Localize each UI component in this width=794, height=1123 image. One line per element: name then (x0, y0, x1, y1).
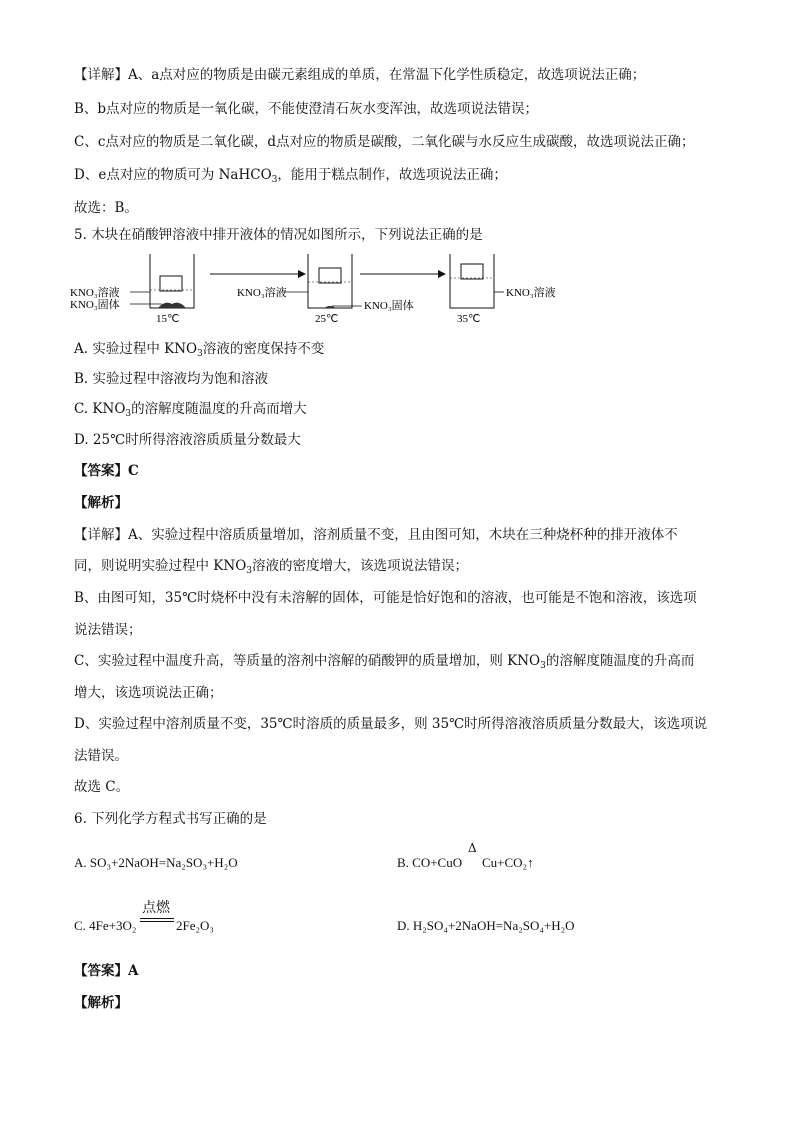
q5-choose: 故选 C。 (74, 779, 130, 795)
beaker-35c (450, 254, 494, 308)
q4-detail-a: 【详解】A、a点对应的物质是由碳元素组成的单质，在常温下化学性质稳定，故选项说法正确； (74, 67, 646, 83)
q6-stem: 6. 下列化学方程式书写正确的是 (74, 811, 267, 827)
label-solid-left: KNO₃固体 (70, 299, 120, 311)
q5-option-a: A. 实验过程中 $KNO_3$溶液的密度保持不变 (74, 341, 325, 359)
q6-option-b: B. CO+CuO (397, 855, 463, 870)
label-solution-mid: KNO₃溶液 (237, 287, 287, 299)
q4-detail-c: C、c点对应的物质是二氧化碳，d点对应的物质是碳酸，二氧化碳与水反应生成碳酸，故选项说法正确； (74, 134, 695, 150)
q4-detail-d: D、e点对应的物质可为 NaHCO$_3$，能用于糕点制作，故选项说法正确； (74, 167, 507, 185)
q5-detail-d1: D、实验过程中溶剂质量不变，35℃时溶质的质量最多，则 35℃时所得溶液溶质质量分数最大，该选项说 (74, 716, 708, 732)
q6-option-c: C. 4Fe+3O₂ (74, 918, 137, 933)
q5-option-c: C. $KNO_3$的溶解度随温度的升高而增大 (74, 401, 307, 419)
beaker-25c (308, 254, 352, 308)
q6-option-b-condition: Δ (468, 841, 477, 855)
q5-analysis-head: 【解析】 (74, 495, 128, 511)
q4-detail-b: B、b点对应的物质是一氧化碳，不能使澄清石灰水变浑浊，故选项说法错误； (74, 101, 539, 117)
q6-option-d: D. H₂SO₄+2NaOH=Na₂SO₄+H₂O (397, 918, 575, 933)
temp-15c: 15℃ (156, 313, 180, 325)
temp-25c: 25℃ (315, 313, 339, 325)
q6-option-c-condition: 点燃 (142, 900, 170, 916)
q6-option-b-products: Cu+CO₂↑ (482, 855, 534, 870)
q5-detail-b2: 说法错误； (74, 622, 142, 638)
q5-answer: 【答案】C (74, 463, 139, 479)
label-solid-mid: KNO₃固体 (364, 300, 414, 312)
temp-35c: 35℃ (457, 313, 481, 325)
q5-beaker-figure (70, 246, 590, 328)
q5-detail-a1: 【详解】A、实验过程中溶质质量增加，溶剂质量不变，且由图可知，木块在三种烧杯种的排开液体不 (74, 527, 678, 543)
q6-option-a: A. SO₃+2NaOH=Na₂SO₃+H₂O (74, 855, 238, 870)
label-solution-right: KNO₃溶液 (506, 287, 556, 299)
beaker-15c (150, 254, 194, 308)
q5-detail-c2: 增大，该选项说法正确； (74, 685, 223, 701)
q5-detail-d2: 法错误。 (74, 748, 128, 764)
label-solution-left: KNO₃溶液 (70, 287, 120, 299)
q6-option-c-products: 2Fe₂O₃ (176, 918, 214, 933)
q6-option-c-bar-top (140, 918, 174, 919)
q4-choose: 故选：B。 (74, 200, 138, 216)
q5-option-d: D. 25℃时所得溶液溶质质量分数最大 (74, 432, 301, 448)
q6-option-c-bar-bottom (140, 921, 174, 922)
q6-analysis-head: 【解析】 (74, 995, 128, 1011)
q5-detail-b1: B、由图可知，35℃时烧杯中没有未溶解的固体，可能是恰好饱和的溶液，也可能是不饱和溶液，该选项 (74, 590, 697, 606)
q6-answer: 【答案】A (74, 963, 139, 979)
q5-option-b: B. 实验过程中溶液均为饱和溶液 (74, 371, 269, 387)
q5-detail-c1: C、实验过程中温度升高，等质量的溶剂中溶解的硝酸钾的质量增加，则 $KNO_3$的溶解度随温度的升高而 (74, 653, 695, 671)
q5-detail-a2: 同，则说明实验过程中 $KNO_3$溶液的密度增大，该选项说法错误； (74, 558, 468, 576)
q5-stem: 5. 木块在硝酸钾溶液中排开液体的情况如图所示，下列说法正确的是 (74, 227, 483, 243)
